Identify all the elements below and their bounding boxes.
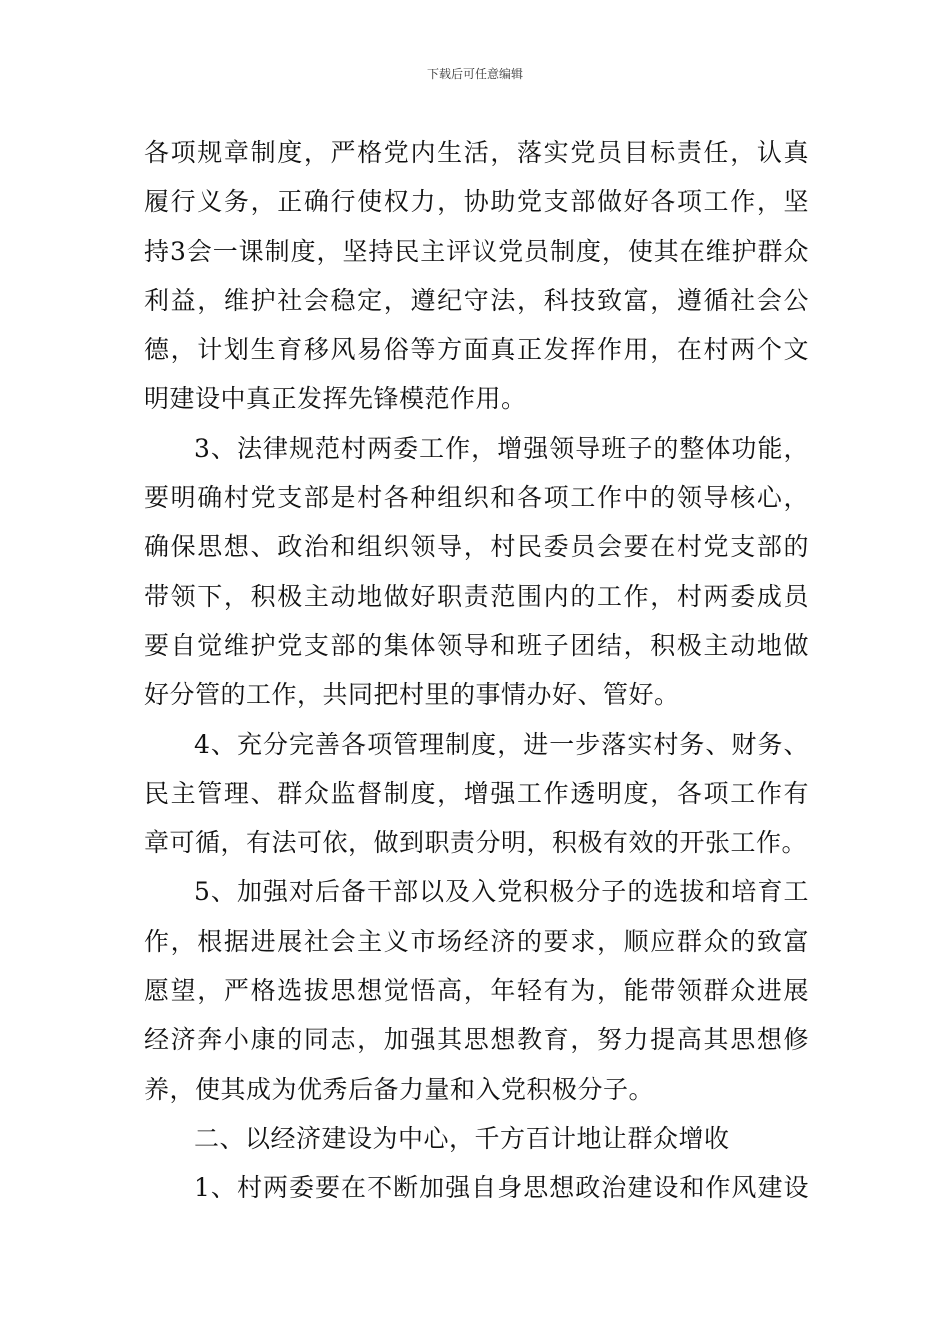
text-line: 明建设中真正发挥先锋模范作用。 — [144, 384, 527, 414]
text-line: 履行义务，正确行使权力，协助党支部做好各项工作，坚 — [144, 187, 809, 217]
text-line: 确保思想、政治和组织领导，村民委员会要在村党支部的 — [144, 532, 809, 562]
text-line: 作，根据进展社会主义市场经济的要求，顺应群众的致富 — [144, 926, 809, 956]
document-body — [144, 128, 809, 1213]
text-line: 各项规章制度，严格党内生活，落实党员目标责任，认真 — [144, 138, 809, 167]
text-line: 要自觉维护党支部的集体领导和班子团结，积极主动地做 — [144, 630, 809, 660]
text-line: 德，计划生育移风易俗等方面真正发挥作用，在村两个文 — [144, 335, 809, 365]
text-line: 持3会一课制度，坚持民主评议党员制度，使其在维护群众 — [144, 236, 809, 266]
text-line: 经济奔小康的同志，加强其思想教育，努力提高其思想修 — [144, 1025, 809, 1055]
text-line: 民主管理、群众监督制度，增强工作透明度，各项工作有 — [144, 778, 809, 808]
text-line: 利益，维护社会稳定，遵纪守法，科技致富，遵循社会公 — [144, 285, 809, 315]
text-line: 好分管的工作，共同把村里的事情办好、管好。 — [144, 680, 680, 710]
text-line: 愿望，严格选拔思想觉悟高，年轻有为，能带领群众进展 — [144, 976, 809, 1006]
text-line: 二、以经济建设为中心，千方百计地让群众增收 — [194, 1123, 730, 1153]
text-line: 章可循，有法可依，做到职责分明，积极有效的开张工作。 — [144, 828, 808, 858]
text-line: 要明确村党支部是村各种组织和各项工作中的领导核心， — [144, 483, 809, 513]
text-line: 4、充分完善各项管理制度，进一步落实村务、财务、 — [194, 729, 809, 759]
text-line: 养，使其成为优秀后备力量和入党积极分子。 — [144, 1074, 655, 1104]
page-header: 下载后可任意编辑 — [426, 67, 523, 81]
text-line: 5、加强对后备干部以及入党积极分子的选拔和培育工 — [194, 877, 809, 907]
text-line: 3、法律规范村两委工作，增强领导班子的整体功能， — [194, 433, 809, 463]
text-line: 1、村两委要在不断加强自身思想政治建设和作风建设 — [194, 1173, 809, 1203]
text-line: 带领下，积极主动地做好职责范围内的工作，村两委成员 — [144, 581, 809, 611]
